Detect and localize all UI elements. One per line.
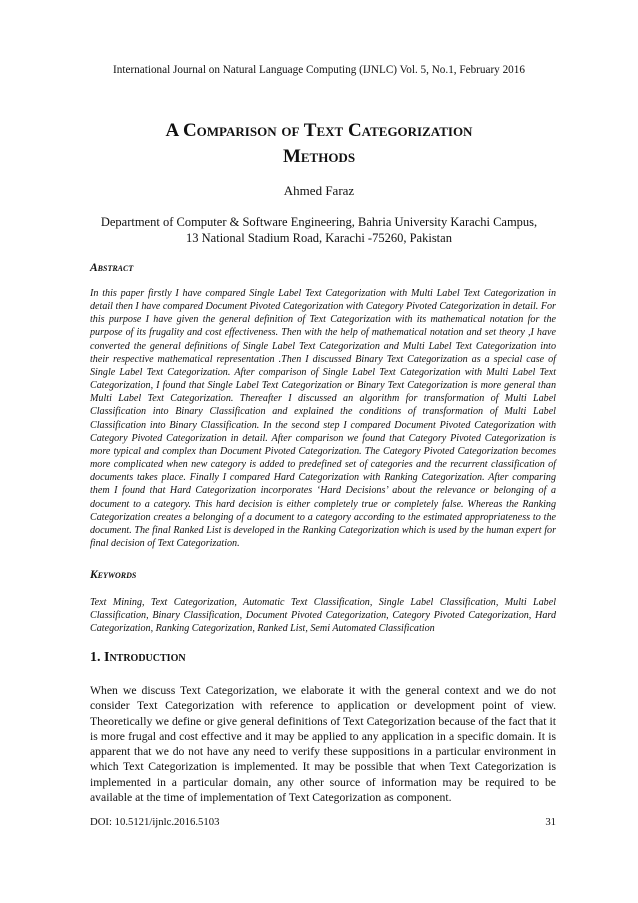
footer-doi: DOI: 10.5121/ijnlc.2016.5103 (90, 816, 220, 828)
paper-title (0, 118, 638, 170)
page-number: 31 (545, 816, 556, 828)
author-name: Ahmed Faraz (283, 183, 355, 198)
introduction-heading: 1. Introduction (90, 650, 186, 665)
affiliation-line-2: 13 National Stadium Road, Karachi -75260, Pakistan (186, 231, 452, 245)
paper-title-line-2: Methods (282, 146, 356, 167)
keywords-heading: Keywords (90, 569, 137, 581)
keywords-text: Text Mining, Text Categorization, Automatic Text Classification, Single Label Classification, Multi Label Classification, Binary Classification, Document Pivoted Categorization, Category Pivoted Categorization, Hard Categorization, Ranking Categorization, Ranked List, Semi Automated Classification (90, 597, 556, 635)
introduction-text: When we discuss Text Categorization, we elaborate it with the general context and we do not consider Text Categorization with reference to application or development point of view. Theoretically we define or give general definitions of Text Categorization because of the fact that it is more frugal and cost effective and it may be applied to any application in a specific domain. It is apparent that we do not have any need to verify these suppositions in a particular environment in which Text Categorization is implemented. It may be possible that when Text Categorization is implemented in a particular domain, any other source of information may be required to be available at the time of implementation of Text Categorization as component. (90, 684, 556, 804)
author-affiliation (0, 214, 638, 246)
journal-header: International Journal on Natural Language Computing (IJNLC) Vol. 5, No.1, February 2016 (113, 64, 525, 76)
paper-title-line-1: A Comparison of Text Categorization (165, 120, 473, 141)
affiliation-line-1: Department of Computer & Software Engineering, Bahria University Karachi Campus, (100, 215, 538, 229)
abstract-text: In this paper firstly I have compared Single Label Text Categorization with Multi Label Text Categorization in detail then I have compared Document Pivoted Categorization with Category Pivoted Categorization in detail. For this purpose I have given the general definition of Text Categorization with its mathematical notation for the purpose of its frugality and cost effectiveness. Then with the help of mathematical notation and set theory ,I have converted the general definitions of Single Label Text Categorization and Multi Label Text Categorization into their respective mathematical representation .Then I discussed Binary Text Categorization as a special case of Single Label Text Categorization. After comparison of Single Label Text Categorization with Multi Label Text Categorization, I found that Single Label Text Categorization or Binary Text Categorization is more general than Multi Label Text Categorization. Thereafter I discussed an algorithm for transformation of Multi Label Classification into Binary Classification and explained the conditions of transformation of Multi Label Classification into Binary Classification. In the second step I compared Document Pivoted Categorization with Category Pivoted Categorization in detail. After comparison we found that Category Pivoted Categorization is more typical and complex than Document Pivoted Categorization. The Category Pivoted Categorization becomes more complicated when new category is added to predefined set of categories and the recurrent classification of documents takes place. Finally I compared Hard Categorization with Ranking Categorization. After comparing them I found that Hard Categorization incorporates ‘Hard Decisions’ about the relevance or belonging of a document to a category. This hard decision is either completely true or completely false. Whereas the Ranking Categorization creates a belonging of a document to a category according to the estimated appropriateness to the document. The final Ranked List is developed in the Ranking Categorization which is used by the human expert for final decision of Text Categorization. (90, 288, 556, 549)
abstract-heading: Abstract (90, 262, 134, 274)
